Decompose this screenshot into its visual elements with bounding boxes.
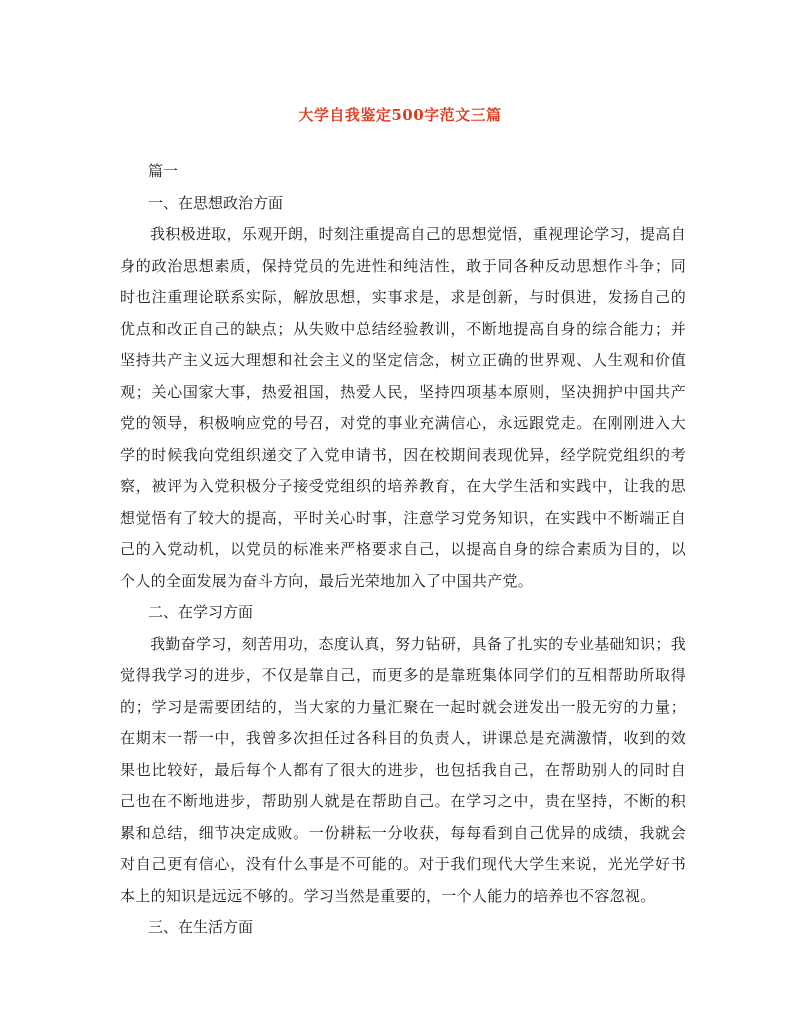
section-heading-study: 二、在学习方面 (148, 603, 254, 621)
section-heading-politics: 一、在思想政治方面 (148, 193, 284, 212)
section-body-study: 我勤奋学习，刻苦用功，态度认真，努力钻研，具备了扎实的专业基础知识；我觉得我学习的进步，不仅是靠自己，而更多的是靠班集体同学们的互相帮助所取得的；学习是需要团结的，当大家的力量汇聚在一起时就会迸发出一股无穷的力量；在期末一帮一中，我曾多次担任过各科目的负责人，讲课总是充满激情，收到的效果也比较好，最后每个人都有了很大的进步，也包括我自己，在帮助别人的同时自己也在不断地进步，帮助别人就是在帮助自己。在学习之中，贵在坚持，不断的积累和总结，细节决定成败。一份耕耘一分收获，每每看到自己优异的成绩，我就会对自己更有信心，没有什么事是不可能的。对于我们现代大学生来说，光光学好书本上的知识是远远不够的。学习当然是重要的，一个人能力的培养也不容忽视。 (120, 634, 686, 905)
part-label: 篇一 (148, 162, 179, 180)
document-title: 大学自我鉴定500字范文三篇 (298, 106, 502, 124)
section-body-politics: 我积极进取，乐观开朗，时刻注重提高自己的思想觉悟，重视理论学习，提高自身的政治思想素质，保持党员的先进性和纯洁性，敢于同各种反动思想作斗争；同时也注重理论联系实际，解放思想，实事求是，求是创新，与时俱进，发扬自己的优点和改正自己的缺点；从失败中总结经验教训，不断地提高自身的综合能力；并坚持共产主义远大理想和社会主义的坚定信念，树立正确的世界观、人生观和价值观；关心国家大事，热爱祖国，热爱人民，坚持四项基本原则，坚决拥护中国共产党的领导，积极响应党的号召，对党的事业充满信心，永远跟党走。在刚刚进入大学的时候我向党组织递交了入党申请书，因在校期间表现优异，经学院党组织的考察，被评为入党积极分子接受党组织的培养教育，在大学生活和实践中，让我的思想觉悟有了较大的提高，平时关心时事，注意学习党务知识，在实践中不断端正自己的入党动机，以党员的标准来严格要求自己，以提高自身的综合素质为目的，以个人的全面发展为奋斗方向，最后光荣地加入了中国共产党。 (120, 225, 686, 590)
section-heading-life: 三、在生活方面 (148, 918, 254, 936)
document-body (120, 156, 686, 944)
